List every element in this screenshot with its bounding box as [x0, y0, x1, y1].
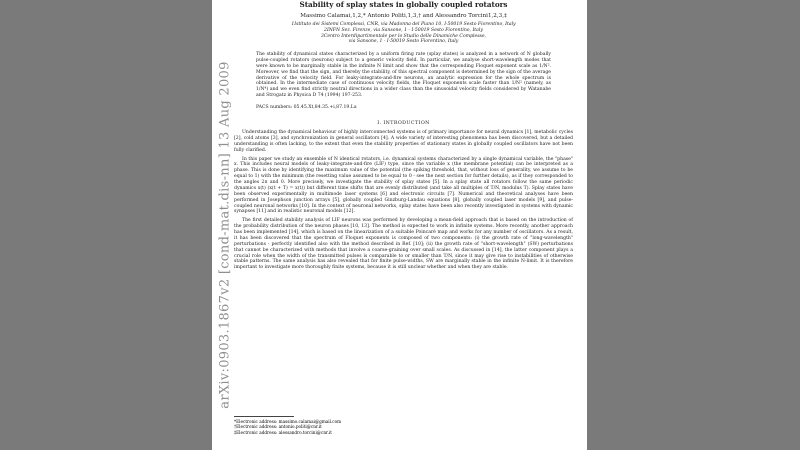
arxiv-identifier: arXiv:0903.1867v2 [cond-mat.dis-nn] 13 Aug 2009 [217, 61, 233, 409]
body-paragraph: The first detailed stability analysis of LIF neurons was performed by developing a mean-field approach that is based on the introduction of the probability distribution of the neuron phases [10, 13]. The method is expected to work in infinite systems. More recently, another approach has been implemented [14], which is based on the linearization of a suitable Poincaré map and works for any number of oscillators. As a result, it has been discovered that the spectrum of Floquet exponents is composed of two components: (i) the growth rate of "long-wavelength" perturbations - perfectly identified also with the method described in Ref. [10]; (ii) the growth rate of "short-wavelength" (SW) perturbations that cannot be characterized with methods that involve a coarse-graining over small scales. As discussed in [14], the latter component plays a crucial role when the width of the transmitted pulses is comparable to or smaller than T/N, since it may give rise to instabilities of otherwise stable patterns. The same analysis has also revealed that for finite pulse-widths, SW are marginally stable in the infinite N-limit. It is therefore important to investigate more thoroughly finite systems, because it is still unclear whether and when they are stable. [234, 218, 573, 271]
footnote: *Electronic address: massimo.calamai@gmail.com [234, 419, 342, 424]
footnotes [234, 416, 573, 435]
arxiv-margin [217, 61, 233, 409]
paper-title: Stability of splay states in globally coupled rotators [299, 0, 508, 9]
affiliations [234, 22, 573, 45]
affiliation-line: 1Istituto dei Sistemi Complessi, CNR, via Madonna del Piano 10, I-50019 Sesto Fiorentino, Italy [291, 22, 516, 28]
section-heading: I. INTRODUCTION [377, 120, 430, 126]
affiliation-line: via Sansone, 1 - I-50019 Sesto Fiorentino, Italy [348, 39, 459, 45]
footnote: ‡Electronic address: alessandro.torcini@cnr.it [234, 429, 332, 435]
footnote: †Electronic address: antonio.politi@cnr.it [234, 424, 322, 430]
footnote-rule [234, 416, 294, 417]
abstract: The stability of dynamical states characterized by a uniform firing rate (splay states) is analyzed in a network of N globally pulse-coupled rotators (neurons) subject to a generic velocity field. In particular, we analyse short-wavelength modes that were known to be marginally stable in the infinite N limit and show that the corresponding Floquet exponent scale as 1/N². Moreover, we find that the sign, and thereby the stability, of this spectral component is determined by the sign of the average derivative of the velocity field. For leaky-integrate-and-fire neurons, an analytic expression for the whole spectrum is obtained. In the intermediate case of continuous velocity fields, the Floquet exponents scale faster than 1/N² (namely, as 1/N⁴) and we even find strictly neutral directions in a wider class than the sinusoidal velocity fields considered by Watanabe and Strogatz in Physica D 74 (1994) 197-253. [256, 52, 551, 99]
affiliation-line: 3Centro Interdipartimentale per lo Studio delle Dinamiche Complesse, [320, 33, 487, 39]
affiliation-line: 2INFN Sez. Firenze, via Sansone, 1 - I-50019 Sesto Fiorentino, Italy [324, 27, 483, 33]
body-paragraph: In this paper we study an ensemble of N identical rotators, i.e. dynamical systems characterized by a single dynamical variable, the "phase" x. This includes neural models of leaky-integrate-and-fire (LIF) type, since the variable x (the membrane potential) can be interpreted as a phase. This is done by identifying the maximum value of the potential (the spiking threshold, that, without loss of generality, we assume to be equal to 1) with the minimum (the resetting value assumed to be equal to 0 - see the next section for further details), as if they corresponded to the angles 2π and 0. More precisely, we investigate the stability of splay states [5]. In a splay state all rotators follow the same periodic dynamics x(t) (x(t + T) = x(t)) but different time shifts that are evenly distributed (and take all multiples of T/N, modulus T). Splay states have been observed experimentally in multimode laser systems [6] and electronic circuits [7]. Numerical and theoretical analyses have been performed in Josephson junction arrays [5], globally coupled Ginzburg-Landau equations [8], globally coupled laser models [9], and pulse-coupled neuronal networks [10]. In the context of neuronal networks, splay states have been also recently investigated in systems with dynamic synapses [11] and in realistic neuronal models [12]. [234, 156, 573, 215]
pacs-numbers: PACS numbers: 05.45.Xt,84.35.+i,87.19.La [256, 105, 357, 111]
body-paragraph: Understanding the dynamical behaviour of highly interconnected systems is of primary importance for neural dynamics [1], metabolic cycles [2], cold atoms [3], and synchronization in general oscillators [4]. A wide variety of interesting phenomena has been discovered, but a detailed understanding is often lacking, to the extent that even the stability properties of stationary states in globally coupled oscillators have not been fully clarified. [234, 130, 573, 153]
paper-page [212, 0, 587, 450]
author-list: Massimo Calamai,1,2,* Antonio Politi,1,3,† and Alessandro Torcini1,2,3,‡ [300, 13, 507, 19]
paper-content [234, 0, 573, 271]
